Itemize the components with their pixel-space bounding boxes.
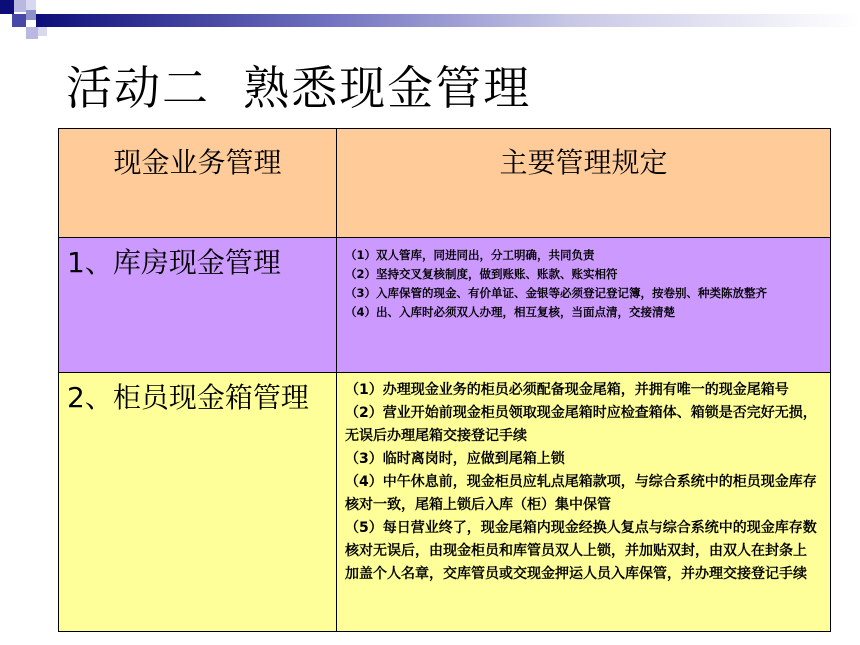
header-gradient-band [36, 14, 860, 27]
header-cell-rules: 主要管理规定 [337, 129, 831, 238]
rule-item: （2）坚持交叉复核制度，做到账账、账款、账实相符 [345, 267, 618, 281]
rule-item: （3）临时离岗时，应做到尾箱上锁 [345, 451, 565, 467]
deco-square [14, 0, 26, 12]
management-table [58, 128, 831, 632]
header-cell-business: 现金业务管理 [59, 129, 337, 238]
slide-title: 活动二 熟悉现金管理 [66, 61, 532, 115]
table-row [59, 238, 831, 373]
rule-item: （4）中午休息前，现金柜员应轧点尾箱款项，与综合系统中的柜员现金库存核对一致，尾箱上锁后入库（柜）集中保管 [345, 474, 817, 513]
rules-cell-vault-cash [337, 238, 831, 373]
deco-square [26, 0, 36, 10]
rule-item: （4）出、入库时必须双人办理，相互复核，当面点清，交接清楚 [345, 305, 675, 319]
rule-item: （5）每日营业终了，现金尾箱内现金经换人复点与综合系统中的现金库存数核对无误后，由现金柜员和库管员双人上锁，并加贴双封，由双人在封条上加盖个人名章，交库管员或交现金押运人员入库保管，并办理交接登记手续 [345, 520, 817, 582]
deco-square [38, 27, 47, 36]
rule-item: （2）营业开始前现金柜员领取现金尾箱时应检查箱体、箱锁是否完好无损，无误后办理尾箱交接登记手续 [345, 405, 817, 444]
deco-square [26, 10, 36, 20]
rules-cell-teller-cashbox [337, 373, 831, 632]
table-header-row [59, 129, 831, 238]
table-row [59, 373, 831, 632]
deco-square [0, 0, 14, 14]
rule-item: （1）办理现金业务的柜员必须配备现金尾箱，并拥有唯一的现金尾箱号 [345, 382, 789, 398]
rule-item: （3）入库保管的现金、有价单证、金银等必须登记登记簿，按卷别、种类陈放整齐 [345, 286, 767, 300]
deco-square [12, 14, 26, 27]
row-label-teller-cashbox: 2、柜员现金箱管理 [59, 373, 337, 632]
rule-item: （1）双人管库，同进同出，分工明确，共同负责 [345, 248, 595, 262]
deco-square [26, 27, 38, 39]
row-label-vault-cash: 1、库房现金管理 [59, 238, 337, 373]
